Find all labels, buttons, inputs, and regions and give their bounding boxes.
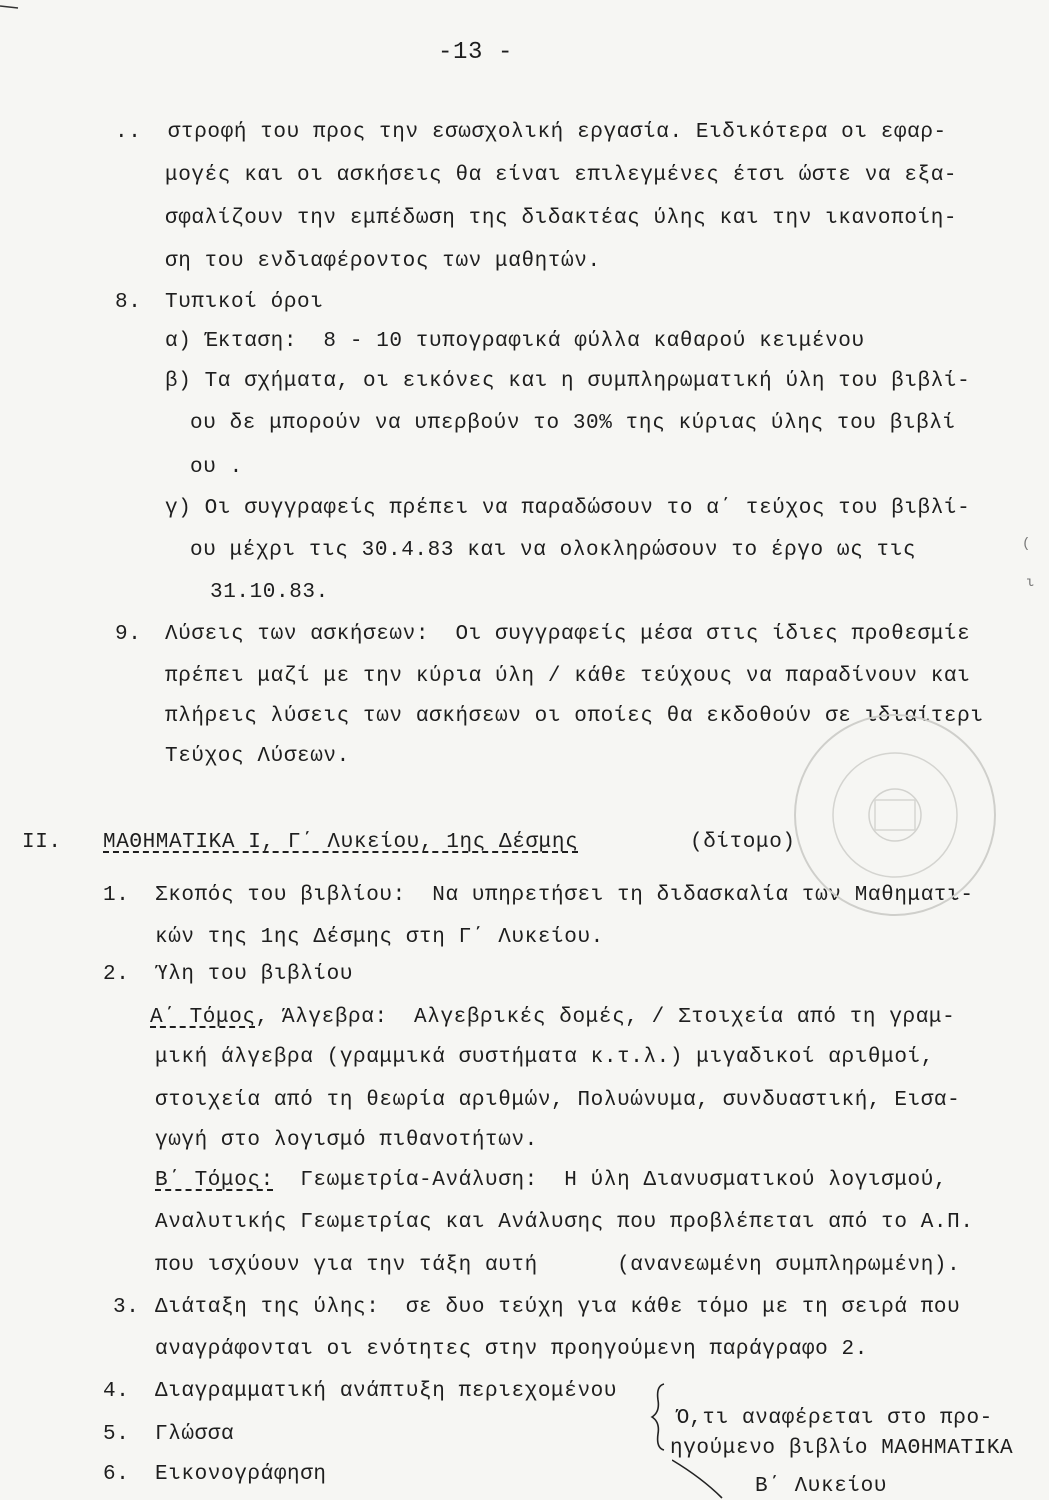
ii-item4-text: Διαγραμματική ανάπτυξη περιεχομένου — [155, 1380, 618, 1403]
vol-a-label: Α΄ Τόμος — [150, 1006, 256, 1029]
ii-item1-line-2: κών της 1ης Δέσμης στη Γ΄ Λυκείου. — [155, 926, 604, 949]
pointer-line — [672, 1458, 732, 1500]
ii-item1-number: 1. — [103, 884, 130, 907]
vol-a-text-1: , Άλγεβρα: Αλγεβρικές δομές, / Στοιχεία από τη γραμ- — [255, 1006, 956, 1029]
curly-brace — [650, 1382, 668, 1452]
side-note-line-2: ηγούμενο βιβλίο ΜΑΘΗΜΑΤΙΚΑ — [670, 1437, 1014, 1460]
vol-b-label: Β΄ Τόμος: — [155, 1169, 274, 1192]
ii-item2-vol-a-line-3: στοιχεία από τη θεωρία αριθμών, Πολυώνυμα, συνδυαστική, Εισα- — [155, 1089, 961, 1112]
continuation-line-1: .. στροφή του προς την εσωσχολική εργασία. Ειδικότερα οι εφαρ- — [115, 121, 947, 144]
continuation-line-2: μογές και οι ασκήσεις θα είναι επιλεγμένες έτσι ώστε να εξα- — [165, 164, 958, 187]
ii-item2-vol-b-line-2: Αναλυτικής Γεωμετρίας και Ανάλυσης που προβλέπεται από το Α.Π. — [155, 1211, 974, 1234]
item9-line-1: Λύσεις των ασκήσεων: Οι συγγραφείς μέσα στις ίδιες προθεσμίε — [165, 623, 971, 646]
item8-number: 8. — [115, 291, 142, 314]
item8-b-line-1: β) Τα σχήματα, οι εικόνες και η συμπληρωματική ύλη του βιβλί- — [165, 370, 971, 393]
continuation-line-4: ση του ενδιαφέροντος των μαθητών. — [165, 250, 601, 273]
section-ii-title: ΜΑΘΗΜΑΤΙΚΑ Ι, Γ΄ Λυκείου, 1ης Δέσμης — [103, 831, 579, 854]
ii-item2-vol-a-line-2: μική άλγεβρα (γραμμικά συστήματα κ.τ.λ.) μιγαδικοί αριθμοί, — [155, 1046, 934, 1069]
side-note-line-3: Β΄ Λυκείου — [755, 1475, 888, 1498]
corner-mark — [0, 0, 20, 12]
item8-c-line-3: 31.10.83. — [210, 581, 329, 604]
ii-item6-number: 6. — [103, 1463, 130, 1486]
ii-item2-vol-a-line-4: γωγή στο λογισμό πιθανοτήτων. — [155, 1129, 538, 1152]
ii-item3-line-2: αναγράφονται οι ενότητες στην προηγούμενη παράγραφο 2. — [155, 1338, 868, 1361]
item9-line-3: πλήρεις λύσεις των ασκήσεων οι οποίες θα εκδοθούν σε ιδιαίτερι — [165, 705, 984, 728]
page-number: -13 - — [438, 39, 514, 66]
item9-number: 9. — [115, 623, 142, 646]
item9-line-4: Τεύχος Λύσεων. — [165, 745, 350, 768]
side-note-line-1: Ό,τι αναφέρεται στο προ- — [676, 1407, 993, 1430]
item9-line-2: πρέπει μαζί με την κύρια ύλη / κάθε τεύχους να παραδίνουν και — [165, 665, 971, 688]
ii-item2-vol-b-line-3: που ισχύουν για την τάξη αυτή (ανανεωμένη συμπληρωμένη). — [155, 1254, 961, 1277]
ii-item6-text: Εικονογράφηση — [155, 1463, 327, 1486]
item8-c-line-1: γ) Οι συγγραφείς πρέπει να παραδώσουν το α΄ τεύχος του βιβλί- — [165, 497, 971, 520]
official-stamp-graphic — [780, 700, 1020, 940]
ii-item2-vol-a-line-1 — [150, 1005, 955, 1031]
continuation-line-3: σφαλίζουν την εμπέδωση της διδακτέας ύλης και την ικανοποίη- — [165, 207, 958, 230]
item8-c-line-2: ου μέχρι τις 30.4.83 και να ολοκληρώσουν το έργο ως τις — [190, 539, 917, 562]
item8-a: α) Έκταση: 8 - 10 τυπογραφικά φύλλα καθαρού κειμένου — [165, 330, 865, 353]
ii-item5-number: 5. — [103, 1423, 130, 1446]
section-ii-number: II. — [22, 831, 62, 854]
ii-item2-number: 2. — [103, 963, 130, 986]
item8-title: Τυπικοί όροι — [165, 291, 324, 314]
ii-item5-text: Γλώσσα — [155, 1423, 235, 1446]
ii-item4-number: 4. — [103, 1380, 130, 1403]
ii-item2-title: Ύλη του βιβλίου — [155, 963, 354, 986]
ii-item3-number: 3. — [113, 1296, 140, 1319]
ii-item3-line-1: Διάταξη της ύλης: σε δυο τεύχη για κάθε τόμο με τη σειρά που — [155, 1296, 961, 1319]
section-ii-note: (δίτομο) — [690, 831, 796, 854]
margin-mark: ι — [1026, 575, 1035, 591]
vol-b-text-1: Γεωμετρία-Ανάλυση: Η ύλη Διανυσματικού λογισμού, — [273, 1169, 948, 1192]
ii-item1-line-1: Σκοπός του βιβλίου: Να υπηρετήσει τη διδασκαλία των Μαθηματι- — [155, 884, 974, 907]
margin-mark: ( — [1022, 536, 1031, 552]
ii-item2-vol-b-line-1 — [155, 1168, 947, 1194]
item8-b-line-2: ου δε μπορούν να υπερβούν το 30% της κύριας ύλης του βιβλί — [190, 412, 956, 435]
item8-b-line-3: ου . — [190, 456, 243, 479]
